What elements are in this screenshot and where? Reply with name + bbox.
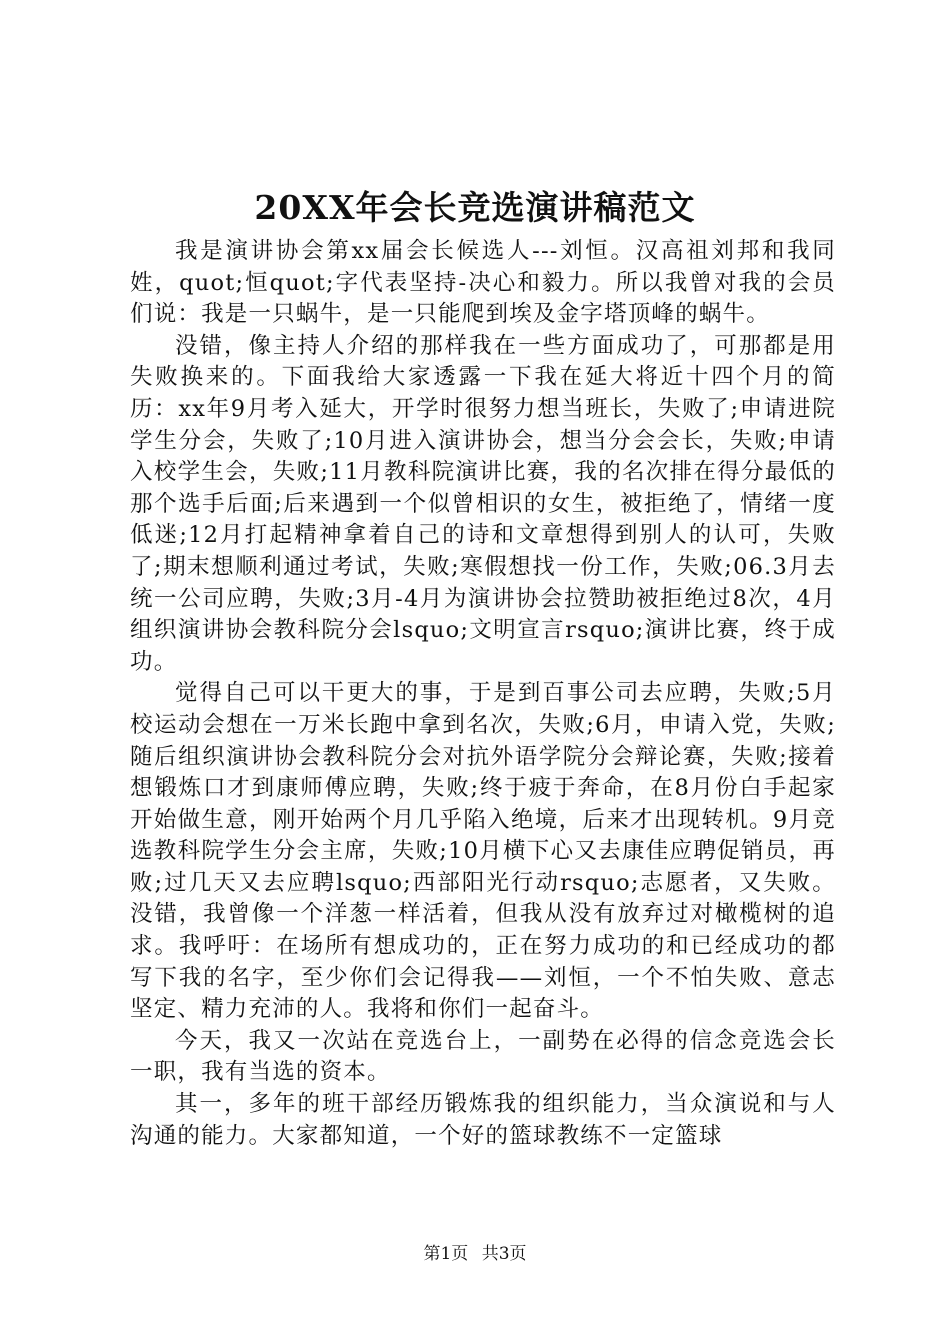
paragraph-today: 今天，我又一次站在竞选台上，一副势在必得的信念竞选会长一职，我有当选的资本。	[130, 1027, 836, 1086]
page-number-total: 共3页	[481, 1244, 527, 1264]
paragraph-failures: 没错，像主持人介绍的那样我在一些方面成功了，可那都是用失败换来的。下面我给大家透露一下我在延大将近十四个月的简历：xx年9月考入延大，开学时很努力想当班长，失败了;申请进院学生分会，失败了;10月进入演讲协会，想当分会会长，失败;申请入校学生会，失败;11月教科院演讲比赛，我的名次排在得分最低的那个选手后面;后来遇到一个似曾相识的女生，被拒绝了，情绪一度低迷;12月打起精神拿着自己的诗和文章想得到别人的认可，失败了;期末想顺利通过考试，失败;寒假想找一份工作，失败;06.3月去统一公司应聘，失败;3月-4月为演讲协会拉赞助被拒绝过8次，4月组织演讲协会教科院分会lsquo;文明宣言rsquo;演讲比赛，终于成功。	[130, 332, 836, 675]
document-body	[130, 236, 836, 1188]
page-footer	[0, 1243, 950, 1265]
document-title: 20XX年会长竞选演讲稿范文	[254, 188, 696, 227]
paragraph-perseverance: 觉得自己可以干更大的事，于是到百事公司去应聘，失败;5月校运动会想在一万米长跑中拿到名次，失败;6月，申请入党，失败;随后组织演讲协会教科院分会对抗外语学院分会辩论赛，失败;接着想锻炼口才到康师傅应聘，失败;终于疲于奔命，在8月份白手起家开始做生意，刚开始两个月几乎陷入绝境，后来才出现转机。9月竞选教科院学生分会主席，失败;10月横下心又去康佳应聘促销员，再败;过几天又去应聘lsquo;西部阳光行动rsquo;志愿者，又失败。没错，我曾像一个洋葱一样活着，但我从没有放弃过对橄榄树的追求。我呼吁：在场所有想成功的，正在努力成功的和已经成功的都写下我的名字，至少你们会记得我——刘恒，一个不怕失败、意志坚定、精力充沛的人。我将和你们一起奋斗。	[130, 680, 836, 1023]
paragraph-intro: 我是演讲协会第xx届会长候选人---刘恒。汉高祖刘邦和我同姓，quot;恒quot;字代表坚持-决心和毅力。所以我曾对我的会员们说：我是一只蜗牛，是一只能爬到埃及金字塔顶峰的蜗牛。	[130, 238, 836, 328]
page-number-current: 第1页	[423, 1244, 469, 1264]
paragraph-first-reason: 其一，多年的班干部经历锻炼我的组织能力，当众演说和与人沟通的能力。大家都知道，一个好的篮球教练不一定篮球	[130, 1091, 836, 1149]
